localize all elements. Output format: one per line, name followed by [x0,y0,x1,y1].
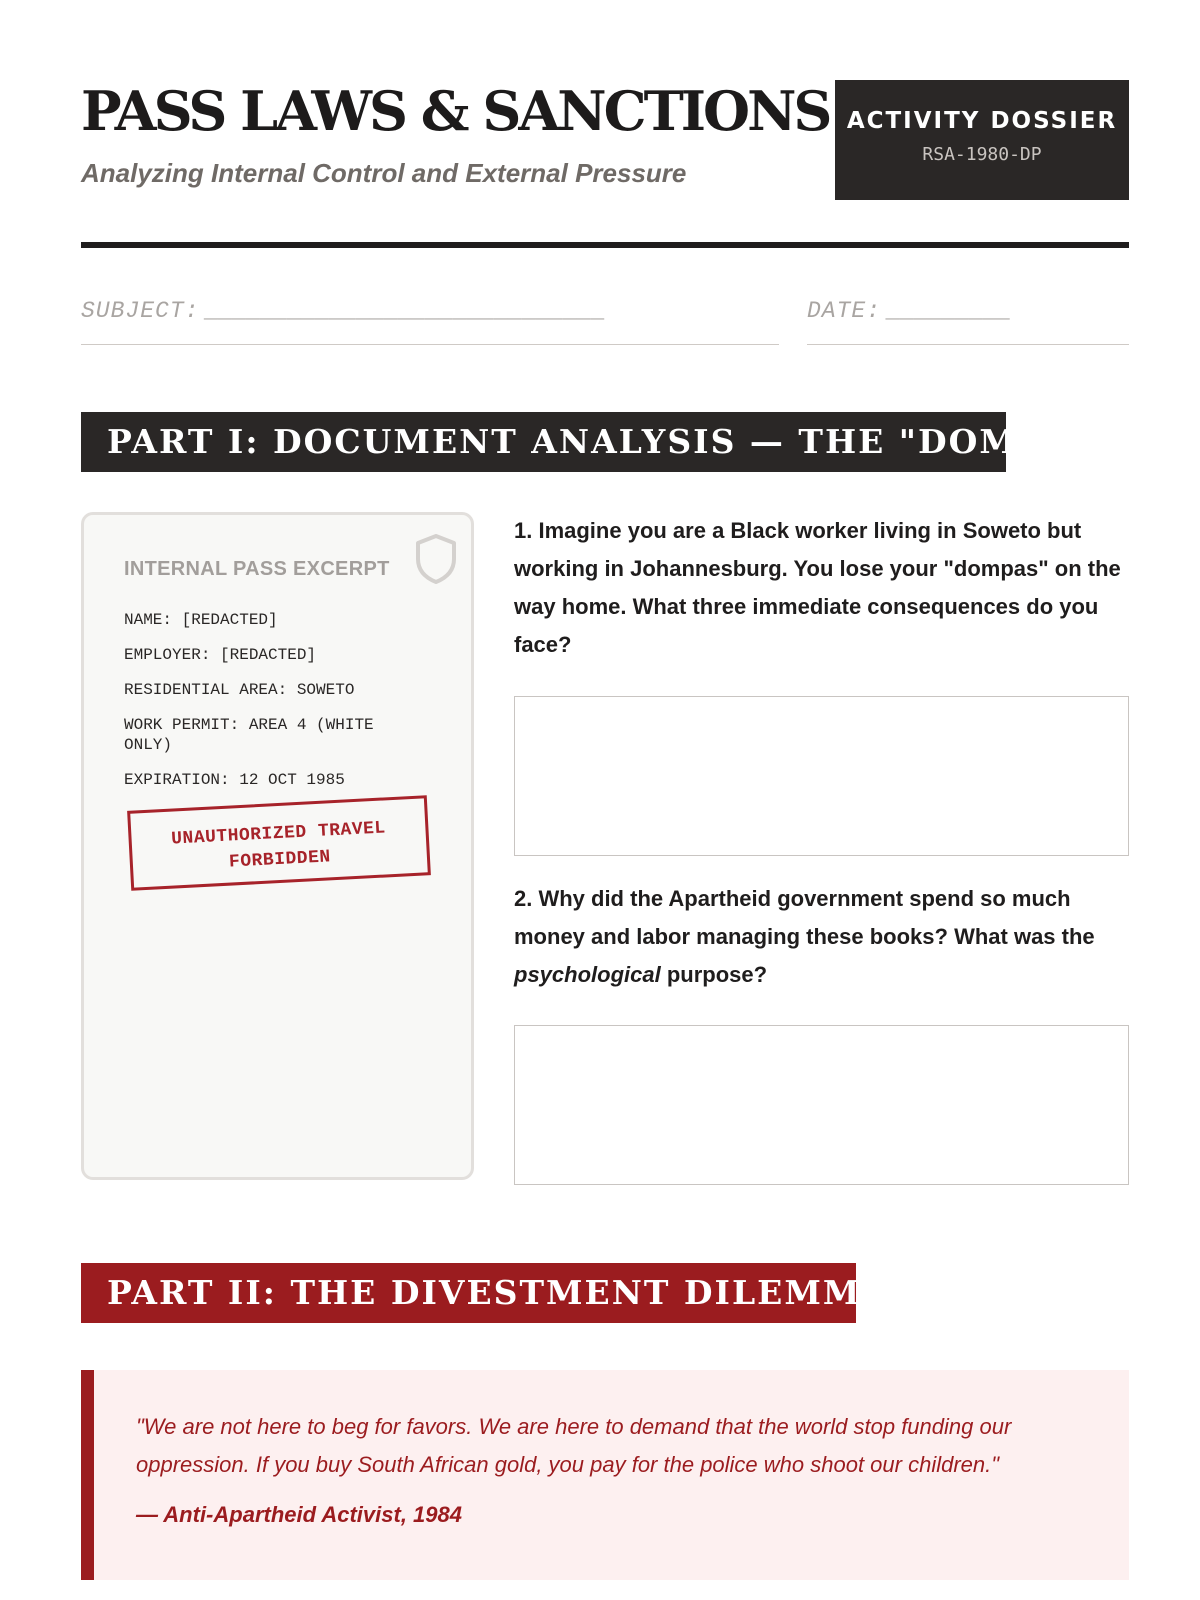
answer-box-2[interactable] [514,1025,1129,1185]
date-blank: _________ [885,298,1010,324]
question-2 [514,880,1129,994]
shield-icon [414,533,458,585]
page-subtitle: Analyzing Internal Control and External Pressure [81,158,687,188]
question-2-text: 2. Why did the Apartheid government spend so much money and labor managing these books? What was the [514,886,1095,949]
activist-quote [81,1370,1129,1580]
quote-text: "We are not here to beg for favors. We are here to demand that the world stop funding our oppression. If you buy South African gold, you pay for the police who shoot our children." [136,1414,1012,1477]
header [81,78,1129,200]
pass-details [124,610,414,805]
pass-line-residential-area: RESIDENTIAL AREA: SOWETO [124,681,355,699]
pass-card-title: INTERNAL PASS EXCERPT [124,558,390,580]
quote-attribution: — Anti-Apartheid Activist, 1984 [136,1502,462,1527]
pass-card [81,512,474,1180]
pass-line-expiration: EXPIRATION: 12 OCT 1985 [124,771,345,789]
date-field[interactable] [807,298,1129,345]
subject-blank: _____________________________ [203,298,605,324]
stamp-line-1: UNAUTHORIZED TRAVEL [170,818,387,850]
question-1: 1. Imagine you are a Black worker living in Soweto but working in Johannesburg. You lose your "dompas" on the way home. What three immediate consequences do you face? [514,518,1121,657]
subject-field[interactable] [81,298,779,345]
badge-code: RSA-1980-DP [922,144,1042,165]
part-2-heading: PART II: THE DIVESTMENT DILEMMA [81,1263,856,1323]
header-divider [81,242,1129,248]
answer-box-1[interactable] [514,696,1129,856]
question-2-emphasis: psychological [514,962,661,987]
page-title: PASS LAWS & SANCTIONS [81,79,830,143]
question-2-end: purpose? [660,962,768,987]
pass-line-name: NAME: [REDACTED] [124,611,278,629]
part-1-heading: PART I: DOCUMENT ANALYSIS — THE "DOMPAS" [81,412,1006,472]
subject-label: SUBJECT: [81,298,200,324]
date-label: DATE: [807,298,882,324]
badge-label: ACTIVITY DOSSIER [846,108,1118,134]
activity-dossier-badge [835,80,1129,200]
unauthorized-travel-stamp [127,795,431,891]
pass-line-work-permit: WORK PERMIT: AREA 4 (WHITE ONLY) [124,716,374,754]
stamp-line-2: FORBIDDEN [228,847,332,873]
pass-line-employer: EMPLOYER: [REDACTED] [124,646,317,664]
